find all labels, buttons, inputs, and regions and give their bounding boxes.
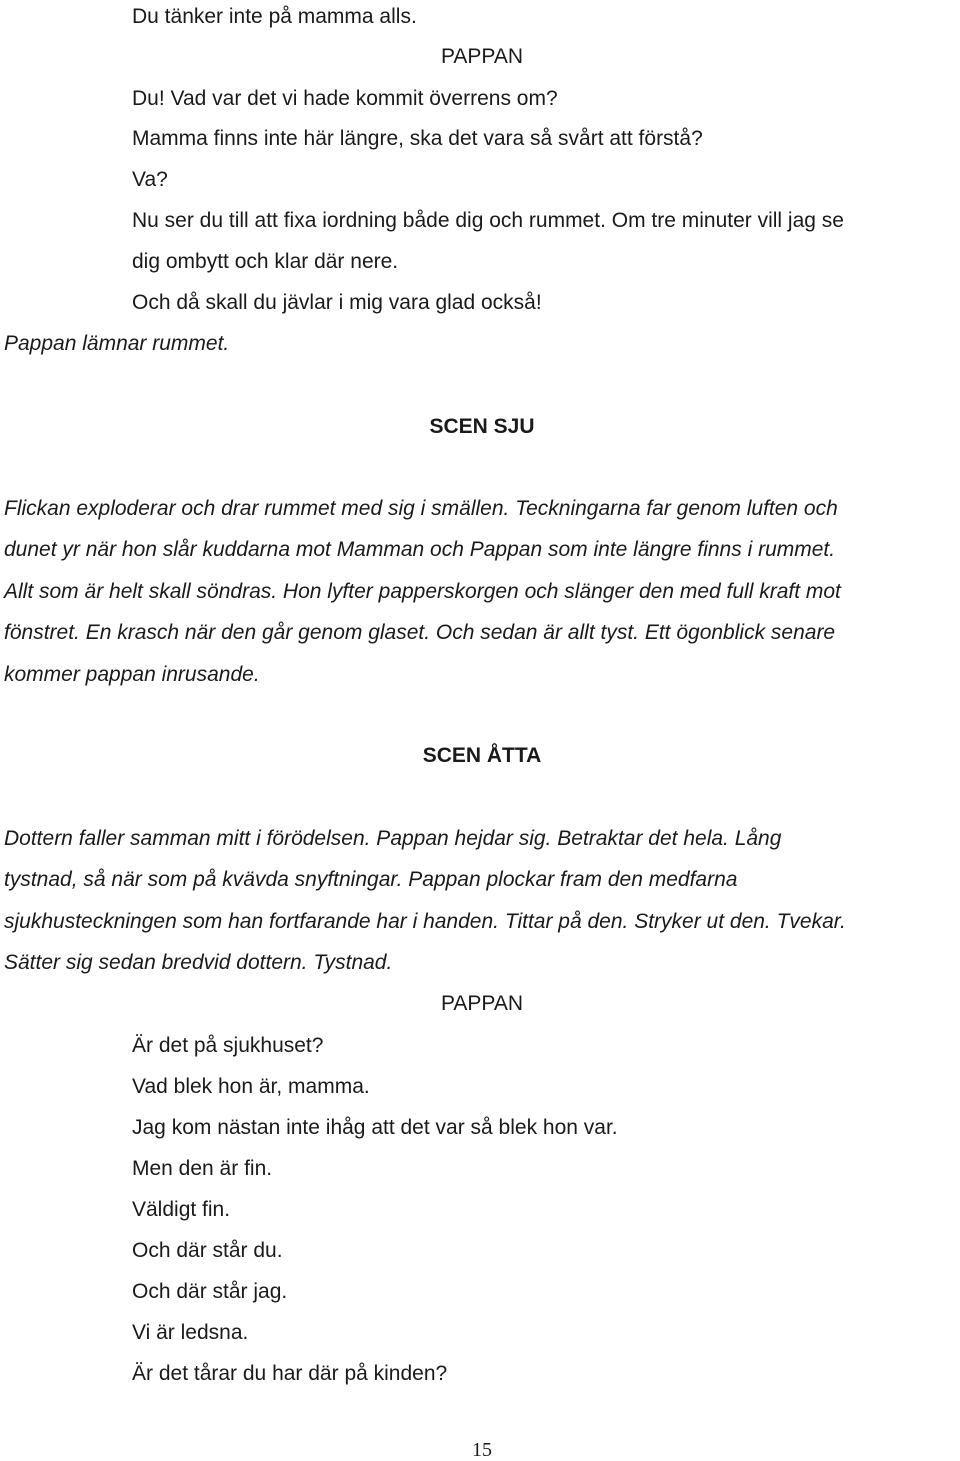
dialogue-line: Nu ser du till att fixa iordning både dig och rummet. Om tre minuter vill jag se [132,209,844,232]
scene-heading: SCEN SJU [429,415,535,438]
scene-description-line: dunet yr när hon slår kuddarna mot Mamman och Pappan som inte längre finns i rummet. [4,538,836,561]
dialogue-line: Va? [132,168,168,191]
dialogue-line: Och där står jag. [132,1280,288,1303]
dialogue-line: Vi är ledsna. [132,1321,249,1344]
dialogue-line: dig ombytt och klar där nere. [132,250,399,273]
stage-direction: Pappan lämnar rummet. [4,332,230,355]
scene-description-line: Allt som är helt skall söndras. Hon lyfter papperskorgen och slänger den med full kraft mot [4,580,841,603]
scene-description-line: tystnad, så när som på kvävda snyftningar. Pappan plockar fram den medfarna [4,868,738,891]
dialogue-line: Är det tårar du har där på kinden? [132,1362,448,1385]
dialogue-line: Och där står du. [132,1239,283,1262]
scene-description-line: sjukhusteckningen som han fortfarande har i handen. Tittar på den. Stryker ut den. Tvekar. [4,910,846,933]
scene-description-line: kommer pappan inrusande. [4,663,260,686]
speaker-name: PAPPAN [440,992,524,1015]
dialogue-line: Väldigt fin. [132,1198,231,1221]
scene-description-line: Flickan exploderar och drar rummet med sig i smällen. Teckningarna far genom luften och [4,497,838,520]
scene-heading: SCEN ÅTTA [422,744,542,767]
scene-description-line: Sätter sig sedan bredvid dottern. Tystnad. [4,951,393,974]
scene-description-line: Dottern faller samman mitt i förödelsen. Pappan hejdar sig. Betraktar det hela. Lång [4,827,782,850]
scene-description-line: fönstret. En krasch när den går genom glaset. Och sedan är allt tyst. Ett ögonblick senare [4,621,836,644]
dialogue-line: Vad blek hon är, mamma. [132,1075,370,1098]
dialogue-line: Jag kom nästan inte ihåg att det var så blek hon var. [132,1116,618,1139]
dialogue-line: Du tänker inte på mamma alls. [132,5,417,28]
dialogue-line: Men den är fin. [132,1157,273,1180]
dialogue-line: Du! Vad var det vi hade kommit överrens om? [132,87,558,110]
speaker-name: PAPPAN [440,45,524,68]
dialogue-line: Mamma finns inte här längre, ska det vara så svårt att förstå? [132,127,703,150]
page-number: 15 [472,1439,492,1461]
dialogue-line: Och då skall du jävlar i mig vara glad också! [132,291,542,314]
dialogue-line: Är det på sjukhuset? [132,1034,324,1057]
